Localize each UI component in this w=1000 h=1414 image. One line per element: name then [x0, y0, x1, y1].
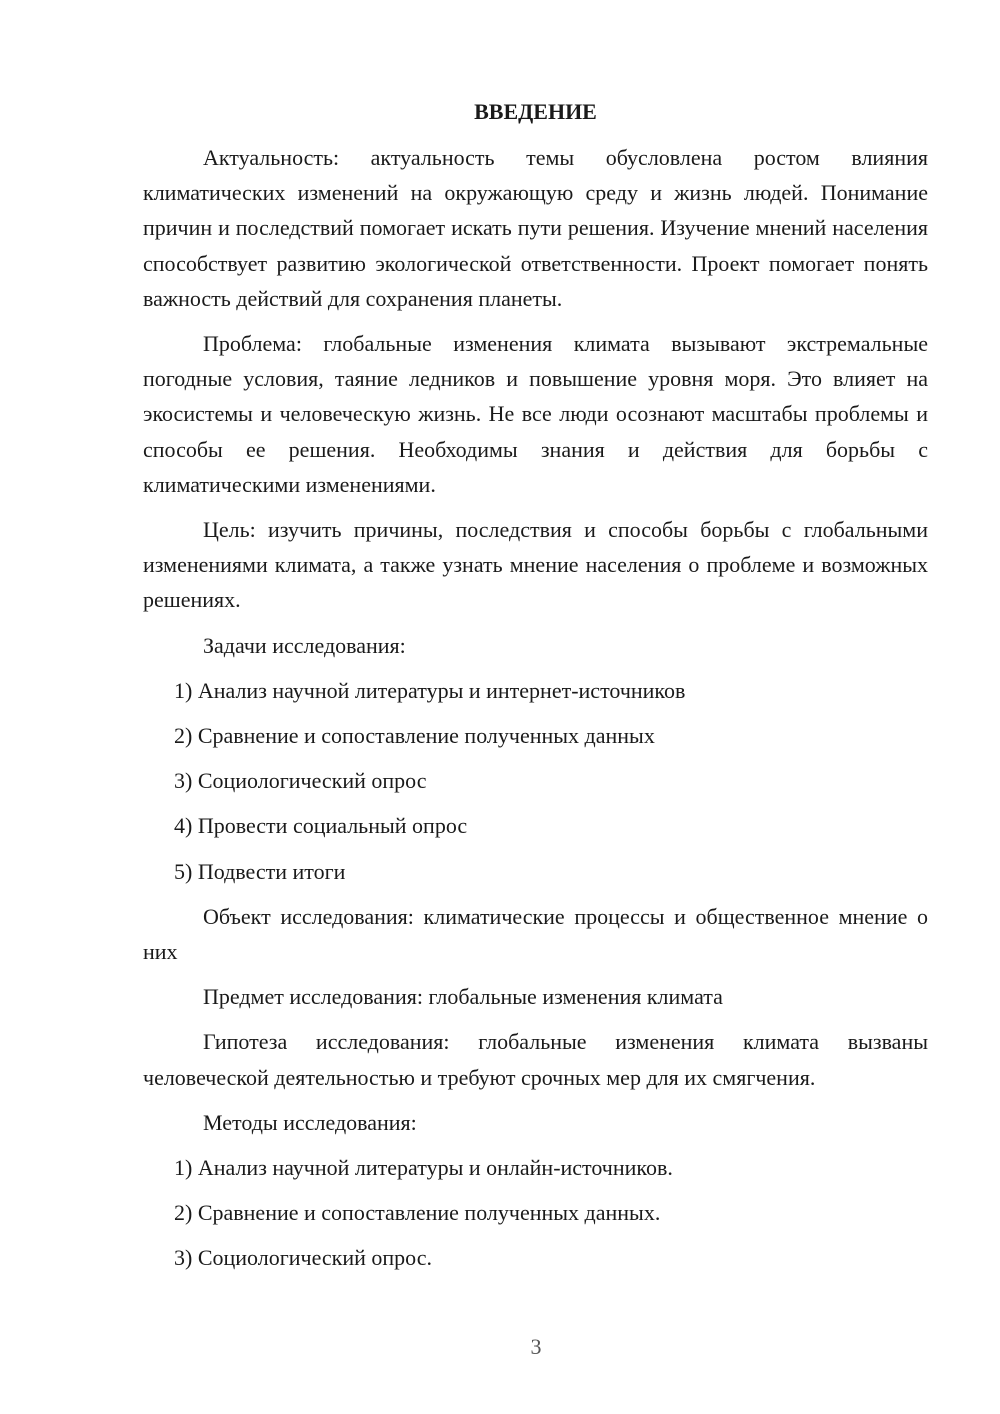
relevance-paragraph: Актуальность: актуальность темы обусловлена ростом влияния климатических изменений на окружающую среду и жизнь людей. Понимание причин и последствий помогает искать пути решения. Изучение мнений населения способствует развитию экологической ответственности. Проект помогает понять важность действий для сохранения планеты.	[143, 145, 928, 311]
list-item: 3) Социологический опрос	[174, 768, 427, 794]
subject-paragraph: Предмет исследования: глобальные изменения климата	[203, 984, 723, 1010]
page-number: 3	[530, 1334, 542, 1359]
goal-paragraph: Цель: изучить причины, последствия и способы борьбы с глобальными изменениями климата, а также узнать мнение населения о проблеме и возможных решениях.	[143, 517, 928, 613]
list-item: 5) Подвести итоги	[174, 858, 346, 884]
list-item: 2) Сравнение и сопоставление полученных данных.	[174, 1200, 661, 1226]
object-paragraph: Объект исследования: климатические процессы и общественное мнение о них	[143, 903, 928, 965]
methods-heading: Методы исследования:	[203, 1109, 417, 1135]
methods-list	[143, 1150, 928, 1276]
list-item: 1) Анализ научной литературы и онлайн-источников.	[174, 1155, 673, 1181]
list-item: 1) Анализ научной литературы и интернет-источников	[174, 677, 686, 703]
list-item: 4) Провести социальный опрос	[174, 813, 468, 839]
tasks-list	[143, 673, 928, 889]
hypothesis-paragraph: Гипотеза исследования: глобальные изменения климата вызваны человеческой деятельностью и требуют срочных мер для их смягчения.	[143, 1029, 928, 1090]
tasks-heading: Задачи исследования:	[203, 632, 406, 658]
list-item: 2) Сравнение и сопоставление полученных данных	[174, 723, 655, 749]
list-item: 3) Социологический опрос.	[174, 1245, 432, 1271]
problem-paragraph: Проблема: глобальные изменения климата вызывают экстремальные погодные условия, таяние ледников и повышение уровня моря. Это влияет на экосистемы и человеческую жизнь. Не все люди осознают масштабы проблемы и способы ее решения. Необходимы знания и действия для борьбы с климатическими изменениями.	[143, 331, 928, 497]
page-content	[143, 94, 928, 1286]
page-title: ВВЕДЕНИЕ	[474, 99, 597, 124]
